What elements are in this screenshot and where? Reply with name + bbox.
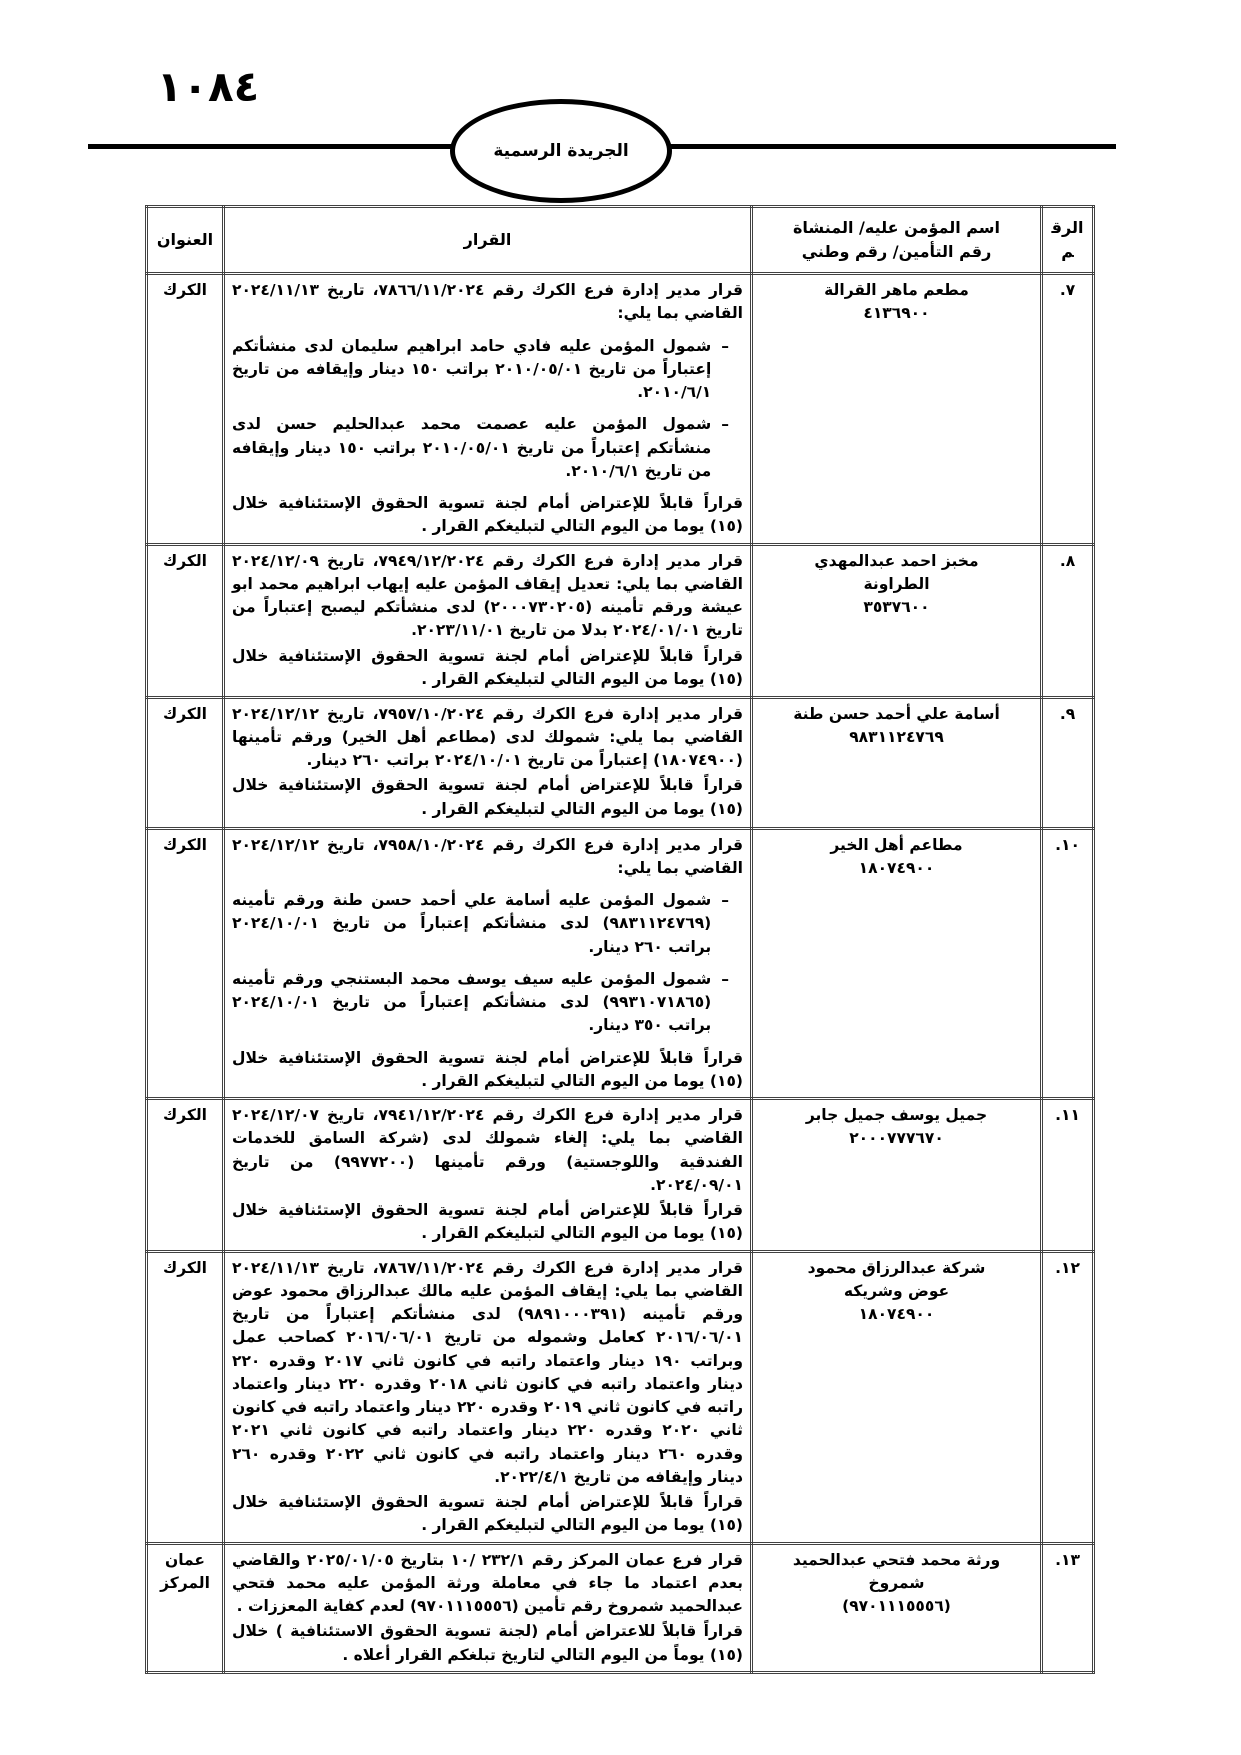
address-cell: عمان المركز [147, 1543, 224, 1672]
decision-intro: قرار فرع عمان المركز رقم ٢٣٢/١ /١٠ بتاريخ ٢٠٢٥/٠١/٠٥ والقاضي بعدم اعتماد ما جاء في معاملة ورثة المؤمن عليه محمد فتحي عبدالحميد شمروخ رقم تأمين (٩٧٠١١١٥٥٥٦) لعدم كفاية المعززات . [232, 1550, 743, 1615]
decision-intro: قرار مدير إدارة فرع الكرك رقم ٧٨٦٧/١١/٢٠٢٤، تاريخ ٢٠٢٤/١١/١٣ القاضي بما يلي: إيقاف المؤمن عليه مالك عبدالرزاق محمود عوض ورقم تأمينه (٩٨٩١٠٠٠٣٩١) لدى منشأتكم إعتباراً من تاريخ ٢٠١٦/٠٦/٠١ كعامل وشموله من تاريخ ٢٠١٦/٠٦/٠١ كصاحب عمل وبراتب ١٩٠ دينار واعتماد راتبه في كانون ثاني ٢٠١٧ وقدره ٢٢٠ دينار واعتماد راتبه في كانون ثاني ٢٠١٨ وقدره ٢٢٠ دينار واعتماد راتبه في كانون ثاني ٢٠١٩ وقدره ٢٢٠ دينار واعتماد راتبه في كانون ثاني ٢٠٢٠ وقدره ٢٢٠ دينار واعتماد راتبه في كانون ثاني ٢٠٢١ وقدره ٢٦٠ دينار واعتماد راتبه في كانون ثاني ٢٠٢٢ وقدره ٢٦٠ دينار وإيقافه من تاريخ ٢٠٢٢/٤/١. [232, 1258, 744, 1486]
insured-name-line: مطعم ماهر القرالة [824, 281, 969, 299]
insured-name-line: ٩٨٣١١٢٤٧٦٩ [849, 727, 944, 746]
table-row [147, 1251, 1094, 1543]
insured-name-line: شمروخ [868, 1573, 925, 1592]
address-cell: الكرك [147, 1099, 224, 1252]
header-address: العنوان [147, 207, 224, 274]
insured-name-cell [752, 274, 1042, 545]
table-row [147, 1543, 1094, 1672]
bullet-dash-icon: – [721, 415, 729, 434]
header-number: الرقم [1042, 207, 1094, 274]
insured-name-line: (٩٧٠١١١٥٥٥٦) [842, 1597, 951, 1615]
address-cell: الكرك [147, 697, 224, 828]
decision-bullet-text: شمول المؤمن عليه فادي حامد ابراهيم سليمان لدى منشأتكم إعتباراً من تاريخ ٢٠١٠/٠٥/٠١ براتب ١٥٠ دينار وإيقافه من تاريخ ٢٠١٠/٦/١. [232, 336, 712, 401]
header-name-line2: رقم التأمين/ رقم وطني [801, 242, 992, 261]
address-cell: الكرك [147, 1251, 224, 1543]
insured-name-cell [752, 1543, 1042, 1672]
table-header-row [147, 207, 1094, 274]
row-number-cell: ١٠. [1042, 828, 1094, 1099]
decision-bullet-text: شمول المؤمن عليه سيف يوسف محمد البستنجي ورقم تأمينه (٩٩٣١٠٧١٨٦٥) لدى منشأتكم إعتباراً من تاريخ ٢٠٢٤/١٠/٠١ براتب ٣٥٠ دينار. [232, 969, 712, 1035]
insured-name-line: ٤١٣٦٩٠٠ [863, 304, 930, 323]
decision-appeal-note: قراراً قابلاً للإعتراض أمام لجنة تسوية الحقوق الإستئنافية خلال (١٥) يوما من اليوم التالي لتبليغكم القرار . [232, 646, 743, 688]
row-number-cell: ١١. [1042, 1099, 1094, 1252]
decision-appeal-note: قراراً قابلاً للإعتراض أمام لجنة تسوية الحقوق الإستئنافية خلال (١٥) يوما من اليوم التالي لتبليغكم القرار . [232, 1201, 743, 1243]
decisions-table-wrapper [148, 205, 1095, 1674]
decision-bullet [232, 335, 729, 405]
insured-name-line: مطاعم أهل الخير [830, 835, 963, 854]
insured-name-line: ١٨٠٧٤٩٠٠ [858, 858, 935, 877]
insured-name-line: جميل يوسف جميل جابر [805, 1106, 988, 1124]
decision-intro: قرار مدير إدارة فرع الكرك رقم ٧٨٦٦/١١/٢٠٢٤، تاريخ ٢٠٢٤/١١/١٣ القاضي بما يلي: [232, 281, 743, 323]
address-cell: الكرك [147, 274, 224, 545]
gazette-title: الجريدة الرسمية [493, 141, 629, 161]
decision-bullet [232, 968, 729, 1038]
decisions-table [145, 205, 1095, 1674]
insured-name-line: ٢٠٠٠٧٧٧٦٧٠ [849, 1129, 944, 1148]
header-decision: القرار [224, 207, 752, 274]
bullet-dash-icon: – [721, 969, 729, 988]
insured-name-line: ١٨٠٧٤٩٠٠ [858, 1305, 935, 1323]
decision-cell [224, 1251, 752, 1543]
insured-name-cell [752, 1099, 1042, 1252]
bullet-dash-icon: – [721, 891, 729, 909]
decision-bullet [232, 889, 729, 959]
decision-cell [224, 1543, 752, 1672]
decision-intro: قرار مدير إدارة فرع الكرك رقم ٧٩٥٧/١٠/٢٠٢٤، تاريخ ٢٠٢٤/١٢/١٢ القاضي بما يلي: شمولك لدى (مطاعم أهل الخير) ورقم تأمينها (١٨٠٧٤٩٠٠) إعتباراً من تاريخ ٢٠٢٤/١٠/٠١ براتب ٢٦٠ دينار. [232, 704, 743, 769]
table-row [147, 274, 1094, 545]
insured-name-line: ورثة محمد فتحي عبدالحميد [792, 1550, 1001, 1569]
decision-appeal-note: قراراً قابلاً للإعتراض أمام لجنة تسوية الحقوق الإستئنافية خلال (١٥) يوما من اليوم التالي لتبليغكم القرار . [232, 776, 743, 818]
decision-cell [224, 1099, 752, 1252]
table-row [147, 828, 1094, 1099]
insured-name-line: شركة عبدالرزاق محمود [807, 1258, 986, 1277]
insured-name-line: أسامة علي أحمد حسن طنة [793, 704, 1000, 723]
decision-bullet-text: شمول المؤمن عليه عصمت محمد عبدالحليم حسن لدى منشأتكم إعتباراً من تاريخ ٢٠١٠/٠٥/٠١ براتب ١٥٠ دينار وإيقافه من تاريخ ٢٠١٠/٦/١. [232, 415, 712, 480]
decision-bullet-text: شمول المؤمن عليه أسامة علي أحمد حسن طنة ورقم تأمينه (٩٨٣١١٢٤٧٦٩) لدى منشأتكم إعتباراً من تاريخ ٢٠٢٤/١٠/٠١ براتب ٢٦٠ دينار. [232, 891, 712, 956]
row-number-cell: ١٣. [1042, 1543, 1094, 1672]
header-name-line1: اسم المؤمن عليه/ المنشاة [792, 218, 1001, 237]
decision-intro: قرار مدير إدارة فرع الكرك رقم ٧٩٤١/١٢/٢٠٢٤، تاريخ ٢٠٢٤/١٢/٠٧ القاضي بما يلي: إلغاء شمولك لدى (شركة السامق للخدمات الفندقية واللوجستية) ورقم تأمينها (٩٩٧٧٢٠٠) من تاريخ ٢٠٢٤/٠٩/٠١. [232, 1106, 743, 1194]
bullet-dash-icon: – [721, 336, 729, 355]
header-name [752, 207, 1042, 274]
gazette-title-badge [450, 99, 672, 203]
decision-cell [224, 544, 752, 697]
table-row [147, 1099, 1094, 1252]
decision-intro: قرار مدير إدارة فرع الكرك رقم ٧٩٤٩/١٢/٢٠٢٤، تاريخ ٢٠٢٤/١٢/٠٩ القاضي بما يلي: تعديل إيقاف المؤمن عليه إيهاب ابراهيم محمد ابو عيشة ورقم تأمينه (٢٠٠٠٧٣٠٢٠٥) لدى منشأتكم ليصبح إعتباراً من تاريخ ٢٠٢٤/٠١/٠١ بدلا من تاريخ ٢٠٢٣/١١/٠١. [232, 551, 743, 640]
insured-name-cell [752, 1251, 1042, 1543]
decision-appeal-note: قراراً قابلاً للاعتراض أمام (لجنة تسوية الحقوق الاستئنافية ) خلال (١٥) يوماً من اليوم التالي لتاريخ تبلغكم القرار أعلاه . [232, 1622, 743, 1664]
address-cell: الكرك [147, 828, 224, 1099]
address-cell: الكرك [147, 544, 224, 697]
decision-appeal-note: قراراً قابلاً للإعتراض أمام لجنة تسوية الحقوق الإستئنافية خلال (١٥) يوما من اليوم التالي لتبليغكم القرار . [232, 1048, 743, 1090]
insured-name-line: مخبز احمد عبدالمهدي [814, 551, 979, 570]
row-number-cell: ١٢. [1042, 1251, 1094, 1543]
page-number: ١٠٨٤ [156, 62, 260, 111]
decision-appeal-note: قراراً قابلاً للإعتراض أمام لجنة تسوية الحقوق الإستئنافية خلال (١٥) يوما من اليوم التالي لتبليغكم القرار . [232, 1493, 743, 1535]
decision-intro: قرار مدير إدارة فرع الكرك رقم ٧٩٥٨/١٠/٢٠٢٤، تاريخ ٢٠٢٤/١٢/١٢ القاضي بما يلي: [232, 835, 743, 877]
insured-name-line: ٣٥٣٧٦٠٠ [863, 598, 930, 616]
insured-name-cell [752, 828, 1042, 1099]
table-row [147, 544, 1094, 697]
decision-bullet [232, 413, 729, 483]
insured-name-cell [752, 697, 1042, 828]
decision-cell [224, 697, 752, 828]
insured-name-line: عوض وشريكه [843, 1281, 950, 1300]
decision-appeal-note: قراراً قابلاً للإعتراض أمام لجنة تسوية الحقوق الإستئنافية خلال (١٥) يوما من اليوم التالي لتبليغكم القرار . [232, 494, 743, 536]
decision-cell [224, 274, 752, 545]
insured-name-line: الطراونة [863, 574, 930, 593]
row-number-cell: ٩. [1042, 697, 1094, 828]
insured-name-cell [752, 544, 1042, 697]
decision-cell [224, 828, 752, 1099]
table-row [147, 697, 1094, 828]
row-number-cell: ٧. [1042, 274, 1094, 545]
row-number-cell: ٨. [1042, 544, 1094, 697]
